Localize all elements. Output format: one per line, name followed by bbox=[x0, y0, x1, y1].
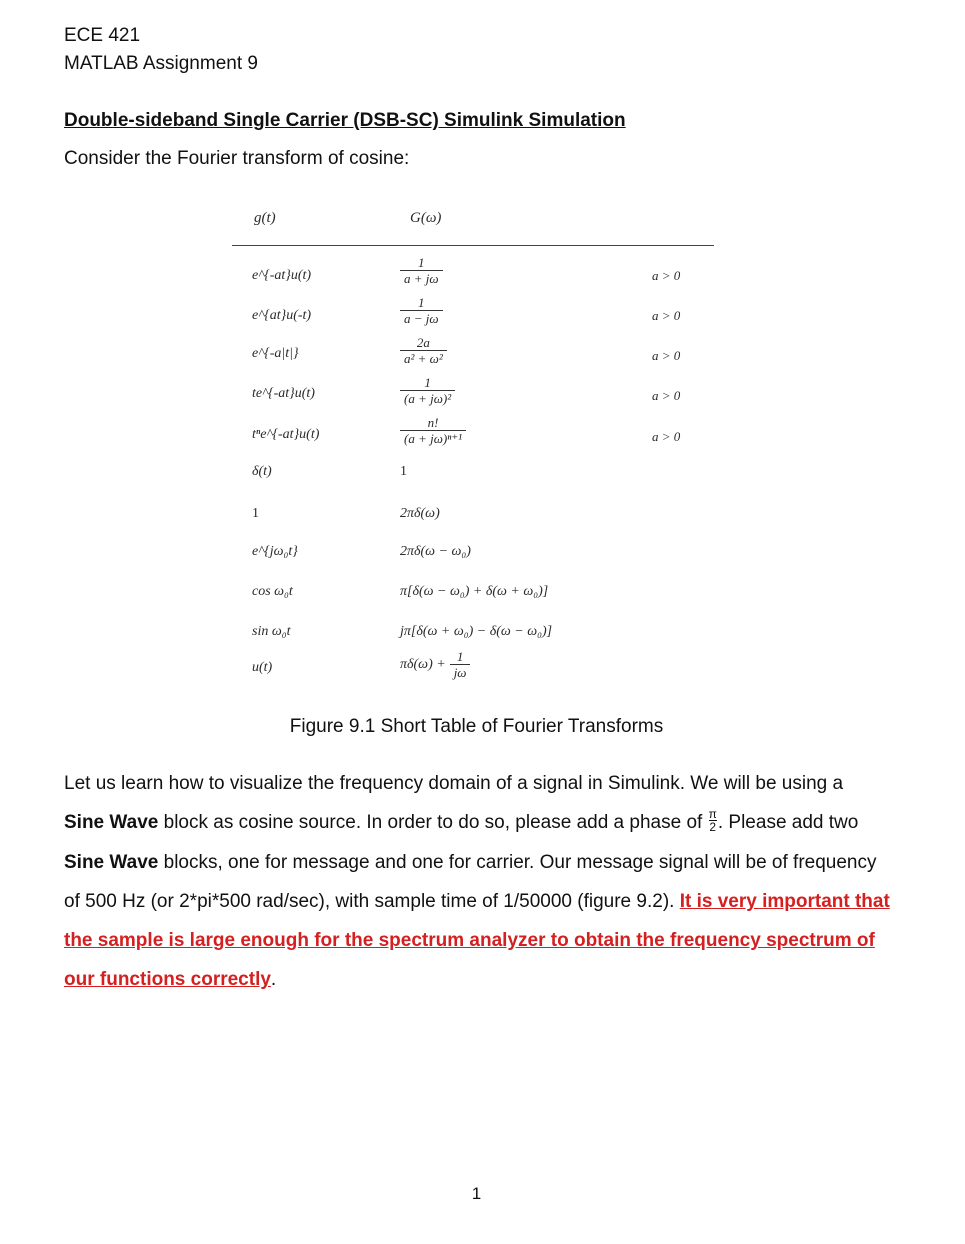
para-text-1: Let us learn how to visualize the frequency domain of a signal in Simulink. We will be using a bbox=[64, 773, 844, 794]
row-g: e^{jω₀t} bbox=[252, 544, 298, 559]
row-G-num: 1 bbox=[418, 255, 425, 270]
table-header-G: G(ω) bbox=[410, 210, 442, 226]
row-G-den: (a + jω)ⁿ⁺¹ bbox=[400, 430, 466, 446]
course-code: ECE 421 bbox=[64, 25, 141, 46]
row-G-num: 1 bbox=[456, 649, 464, 664]
assignment-title: MATLAB Assignment 9 bbox=[64, 53, 258, 74]
row-g: te^{-at}u(t) bbox=[252, 386, 315, 401]
row-G-den: a² + ω² bbox=[400, 350, 447, 366]
row-cond: a > 0 bbox=[652, 308, 681, 323]
row-g: cos ω₀t bbox=[252, 584, 293, 599]
intro-text: Consider the Fourier transform of cosine: bbox=[64, 148, 410, 169]
row-g: e^{at}u(-t) bbox=[252, 308, 312, 323]
para-text-4: blocks, one for message and one for carrier. Our message signal will be of frequency of 500 Hz (or 2*pi*500 rad/sec), with sample time of 1/50000 (figure 9.2). bbox=[64, 851, 877, 912]
row-G-den: (a + jω)² bbox=[400, 390, 455, 406]
row-G: jπ[δ(ω + ω₀) − δ(ω − ω₀)] bbox=[400, 624, 553, 639]
table-row bbox=[232, 650, 714, 686]
table-row bbox=[232, 544, 714, 580]
row-g: e^{-a|t|} bbox=[252, 346, 299, 361]
table-row bbox=[232, 506, 714, 542]
row-g: 1 bbox=[252, 506, 259, 521]
para-text-2: block as cosine source. In order to do so, please add a phase of bbox=[158, 812, 708, 834]
row-g: tⁿe^{-at}u(t) bbox=[252, 427, 320, 442]
page-number: 1 bbox=[471, 1184, 482, 1203]
row-cond: a > 0 bbox=[652, 388, 681, 403]
para-end: . bbox=[270, 969, 277, 991]
row-G: 2πδ(ω) bbox=[400, 506, 440, 521]
figure-caption: Figure 9.1 Short Table of Fourier Transforms bbox=[289, 716, 664, 737]
pi-denominator: 2 bbox=[709, 819, 717, 834]
row-g: e^{-at}u(t) bbox=[252, 268, 312, 283]
para-bold-sine-wave-2: Sine Wave bbox=[64, 851, 159, 873]
row-cond: a > 0 bbox=[652, 348, 681, 363]
row-cond: a > 0 bbox=[652, 268, 681, 283]
row-g: sin ω₀t bbox=[252, 624, 291, 639]
table-rule bbox=[232, 245, 714, 246]
pi-numerator: π bbox=[708, 806, 717, 821]
row-G: π[δ(ω − ω₀) + δ(ω + ω₀)] bbox=[400, 584, 549, 599]
row-g: u(t) bbox=[252, 660, 273, 675]
important-note: It is very important that the sample is large enough for the spectrum analyzer to obtain the frequency spectrum of our functions correctly bbox=[64, 890, 890, 991]
table-row bbox=[232, 376, 714, 412]
table-row bbox=[232, 464, 714, 500]
table-header-g: g(t) bbox=[254, 210, 276, 226]
row-G-den: jω bbox=[450, 664, 471, 680]
row-G-num: 1 bbox=[418, 295, 425, 310]
table-row bbox=[232, 296, 714, 332]
fourier-table bbox=[232, 200, 714, 695]
body-paragraph bbox=[64, 764, 894, 1000]
table-row bbox=[232, 584, 714, 620]
table-row bbox=[232, 336, 714, 372]
row-G-num: 2a bbox=[416, 335, 430, 350]
para-bold-sine-wave-1: Sine Wave bbox=[64, 812, 159, 834]
row-G: 2πδ(ω − ω₀) bbox=[400, 544, 471, 559]
para-text-3: . Please add two bbox=[717, 812, 859, 834]
row-G-num: n! bbox=[427, 415, 439, 430]
row-g: δ(t) bbox=[252, 464, 272, 479]
row-G-num: 1 bbox=[424, 375, 431, 390]
section-title: Double-sideband Single Carrier (DSB-SC) Simulink Simulation bbox=[64, 110, 626, 131]
row-G: 1 bbox=[400, 464, 407, 479]
table-row bbox=[232, 256, 714, 292]
table-row bbox=[232, 416, 714, 452]
row-G-pre: πδ(ω) + bbox=[400, 657, 446, 672]
row-G-den: a + jω bbox=[400, 270, 443, 286]
pi-over-2-fraction bbox=[709, 808, 717, 833]
row-G-den: a − jω bbox=[400, 310, 443, 326]
row-cond: a > 0 bbox=[652, 429, 681, 444]
